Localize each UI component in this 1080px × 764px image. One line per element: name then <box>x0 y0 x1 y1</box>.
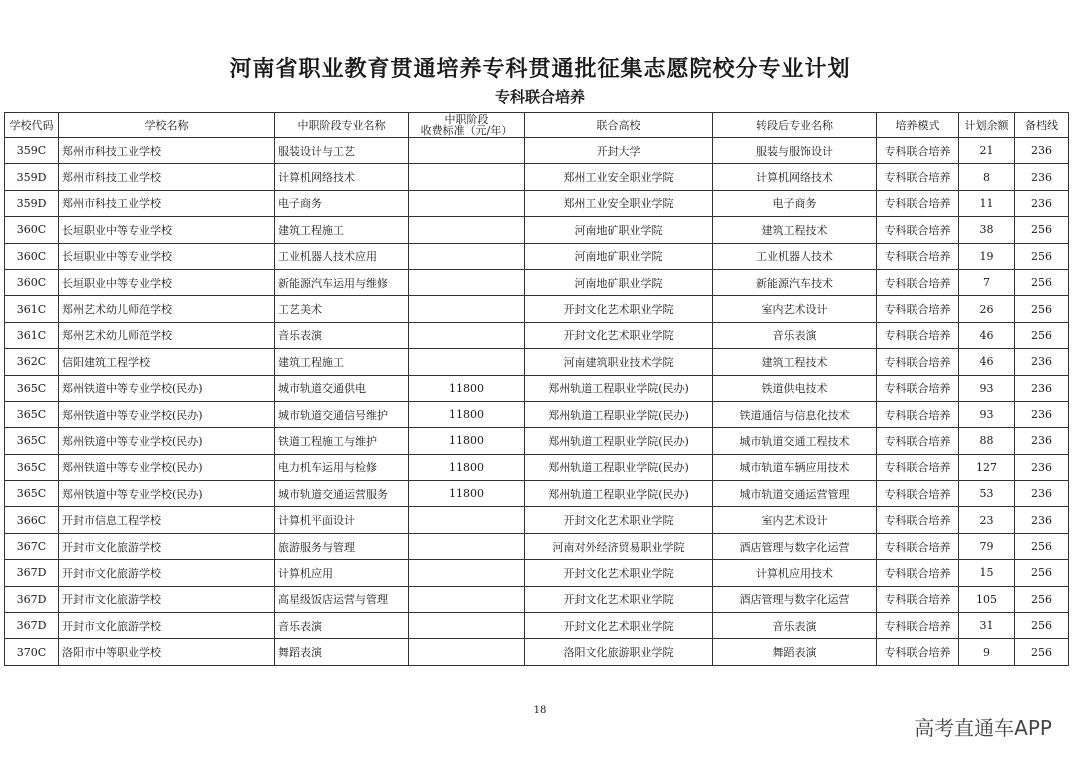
document-title: 河南省职业教育贯通培养专科贯通批征集志愿院校分专业计划 <box>229 57 851 82</box>
header-mode: 培养模式 <box>877 113 959 138</box>
new-major-cell: 酒店管理与数字化运营 <box>713 533 877 559</box>
new-major-cell: 计算机网络技术 <box>713 164 877 190</box>
fee-cell <box>409 533 525 559</box>
major-cell: 建筑工程施工 <box>275 217 409 243</box>
major-cell: 城市轨道交通运营服务 <box>275 481 409 507</box>
remaining-cell: 53 <box>959 481 1015 507</box>
table-row <box>5 375 1069 401</box>
mode-cell: 专科联合培养 <box>877 454 959 480</box>
major-cell: 高星级饭店运营与管理 <box>275 586 409 612</box>
new-major-cell: 室内艺术设计 <box>713 296 877 322</box>
college-cell: 开封文化艺术职业学院 <box>525 560 713 586</box>
line-cell: 236 <box>1015 481 1069 507</box>
major-cell: 计算机应用 <box>275 560 409 586</box>
table-row <box>5 296 1069 322</box>
mode-cell: 专科联合培养 <box>877 375 959 401</box>
new-major-cell: 铁道供电技术 <box>713 375 877 401</box>
school-code-cell: 360C <box>5 243 59 269</box>
college-cell: 洛阳文化旅游职业学院 <box>525 639 713 665</box>
new-major-cell: 电子商务 <box>713 190 877 216</box>
major-cell: 计算机网络技术 <box>275 164 409 190</box>
remaining-cell: 38 <box>959 217 1015 243</box>
table-row <box>5 586 1069 612</box>
header-remaining: 计划余额 <box>959 113 1015 138</box>
remaining-cell: 127 <box>959 454 1015 480</box>
new-major-cell: 新能源汽车技术 <box>713 269 877 295</box>
mode-cell: 专科联合培养 <box>877 296 959 322</box>
remaining-cell: 7 <box>959 269 1015 295</box>
major-cell: 电力机车运用与检修 <box>275 454 409 480</box>
line-cell: 236 <box>1015 507 1069 533</box>
fee-cell: 11800 <box>409 401 525 427</box>
table-row <box>5 428 1069 454</box>
school-code-cell: 359D <box>5 190 59 216</box>
school-name-cell: 郑州铁道中等专业学校(民办) <box>59 375 275 401</box>
table-row <box>5 401 1069 427</box>
college-cell: 河南地矿职业学院 <box>525 217 713 243</box>
school-name-cell: 郑州铁道中等专业学校(民办) <box>59 428 275 454</box>
new-major-cell: 工业机器人技术 <box>713 243 877 269</box>
table-row <box>5 507 1069 533</box>
header-school-name: 学校名称 <box>59 113 275 138</box>
table-row <box>5 164 1069 190</box>
fee-cell <box>409 349 525 375</box>
remaining-cell: 93 <box>959 401 1015 427</box>
new-major-cell: 建筑工程技术 <box>713 349 877 375</box>
school-code-cell: 361C <box>5 322 59 348</box>
new-major-cell: 音乐表演 <box>713 322 877 348</box>
new-major-cell: 舞蹈表演 <box>713 639 877 665</box>
college-cell: 开封文化艺术职业学院 <box>525 507 713 533</box>
line-cell: 236 <box>1015 138 1069 164</box>
school-code-cell: 367C <box>5 533 59 559</box>
new-major-cell: 铁道通信与信息化技术 <box>713 401 877 427</box>
school-name-cell: 开封市文化旅游学校 <box>59 533 275 559</box>
line-cell: 256 <box>1015 560 1069 586</box>
school-code-cell: 362C <box>5 349 59 375</box>
school-code-cell: 367D <box>5 613 59 639</box>
mode-cell: 专科联合培养 <box>877 349 959 375</box>
school-name-cell: 长垣职业中等专业学校 <box>59 243 275 269</box>
header-fee <box>409 113 525 138</box>
mode-cell: 专科联合培养 <box>877 481 959 507</box>
table-body <box>5 138 1069 666</box>
college-cell: 开封文化艺术职业学院 <box>525 586 713 612</box>
school-name-cell: 开封市文化旅游学校 <box>59 613 275 639</box>
remaining-cell: 21 <box>959 138 1015 164</box>
remaining-cell: 26 <box>959 296 1015 322</box>
fee-cell <box>409 269 525 295</box>
school-name-cell: 郑州市科技工业学校 <box>59 138 275 164</box>
school-code-cell: 367D <box>5 560 59 586</box>
major-cell: 旅游服务与管理 <box>275 533 409 559</box>
major-cell: 工业机器人技术应用 <box>275 243 409 269</box>
major-cell: 建筑工程施工 <box>275 349 409 375</box>
remaining-cell: 9 <box>959 639 1015 665</box>
fee-cell <box>409 586 525 612</box>
major-cell: 新能源汽车运用与维修 <box>275 269 409 295</box>
fee-cell <box>409 507 525 533</box>
mode-cell: 专科联合培养 <box>877 269 959 295</box>
new-major-cell: 酒店管理与数字化运营 <box>713 586 877 612</box>
school-code-cell: 360C <box>5 217 59 243</box>
school-name-cell: 郑州艺术幼儿师范学校 <box>59 322 275 348</box>
document-subtitle: 专科联合培养 <box>494 88 585 106</box>
school-code-cell: 365C <box>5 428 59 454</box>
table-row <box>5 639 1069 665</box>
remaining-cell: 46 <box>959 322 1015 348</box>
header-fee-line1: 中职阶段 <box>444 113 489 126</box>
school-code-cell: 365C <box>5 375 59 401</box>
school-name-cell: 信阳建筑工程学校 <box>59 349 275 375</box>
college-cell: 郑州轨道工程职业学院(民办) <box>525 481 713 507</box>
fee-cell <box>409 190 525 216</box>
school-name-cell: 郑州铁道中等专业学校(民办) <box>59 481 275 507</box>
fee-cell <box>409 164 525 190</box>
page-number: 18 <box>533 705 547 716</box>
line-cell: 236 <box>1015 349 1069 375</box>
line-cell: 256 <box>1015 217 1069 243</box>
table-row <box>5 243 1069 269</box>
line-cell: 256 <box>1015 639 1069 665</box>
college-cell: 河南地矿职业学院 <box>525 269 713 295</box>
fee-cell: 11800 <box>409 428 525 454</box>
school-code-cell: 359C <box>5 138 59 164</box>
table-row <box>5 190 1069 216</box>
fee-cell: 11800 <box>409 375 525 401</box>
table-row <box>5 322 1069 348</box>
new-major-cell: 城市轨道车辆应用技术 <box>713 454 877 480</box>
mode-cell: 专科联合培养 <box>877 164 959 190</box>
plan-table <box>4 112 1069 666</box>
school-name-cell: 长垣职业中等专业学校 <box>59 269 275 295</box>
line-cell: 256 <box>1015 533 1069 559</box>
line-cell: 236 <box>1015 190 1069 216</box>
table-row <box>5 454 1069 480</box>
new-major-cell: 建筑工程技术 <box>713 217 877 243</box>
remaining-cell: 19 <box>959 243 1015 269</box>
header-fee-line2: 收费标准（元/年） <box>420 124 513 137</box>
school-name-cell: 郑州铁道中等专业学校(民办) <box>59 454 275 480</box>
college-cell: 河南建筑职业技术学院 <box>525 349 713 375</box>
school-name-cell: 郑州铁道中等专业学校(民办) <box>59 401 275 427</box>
school-name-cell: 开封市文化旅游学校 <box>59 560 275 586</box>
school-name-cell: 郑州市科技工业学校 <box>59 190 275 216</box>
college-cell: 郑州轨道工程职业学院(民办) <box>525 375 713 401</box>
remaining-cell: 105 <box>959 586 1015 612</box>
major-cell: 音乐表演 <box>275 322 409 348</box>
mode-cell: 专科联合培养 <box>877 560 959 586</box>
header-new-major: 转段后专业名称 <box>713 113 877 138</box>
college-cell: 河南对外经济贸易职业学院 <box>525 533 713 559</box>
fee-cell: 11800 <box>409 454 525 480</box>
mode-cell: 专科联合培养 <box>877 428 959 454</box>
school-code-cell: 365C <box>5 401 59 427</box>
fee-cell: 11800 <box>409 481 525 507</box>
school-name-cell: 开封市文化旅游学校 <box>59 586 275 612</box>
major-cell: 舞蹈表演 <box>275 639 409 665</box>
school-name-cell: 郑州艺术幼儿师范学校 <box>59 296 275 322</box>
fee-cell <box>409 613 525 639</box>
remaining-cell: 8 <box>959 164 1015 190</box>
college-cell: 郑州轨道工程职业学院(民办) <box>525 454 713 480</box>
line-cell: 236 <box>1015 164 1069 190</box>
school-code-cell: 366C <box>5 507 59 533</box>
college-cell: 郑州工业安全职业学院 <box>525 164 713 190</box>
fee-cell <box>409 639 525 665</box>
mode-cell: 专科联合培养 <box>877 322 959 348</box>
table-header <box>5 113 1069 138</box>
school-code-cell: 370C <box>5 639 59 665</box>
table-row <box>5 217 1069 243</box>
fee-cell <box>409 243 525 269</box>
table-row <box>5 533 1069 559</box>
line-cell: 236 <box>1015 454 1069 480</box>
remaining-cell: 11 <box>959 190 1015 216</box>
mode-cell: 专科联合培养 <box>877 243 959 269</box>
school-code-cell: 365C <box>5 481 59 507</box>
line-cell: 256 <box>1015 613 1069 639</box>
fee-cell <box>409 296 525 322</box>
major-cell: 电子商务 <box>275 190 409 216</box>
major-cell: 音乐表演 <box>275 613 409 639</box>
remaining-cell: 88 <box>959 428 1015 454</box>
school-name-cell: 开封市信息工程学校 <box>59 507 275 533</box>
fee-cell <box>409 217 525 243</box>
line-cell: 256 <box>1015 269 1069 295</box>
mode-cell: 专科联合培养 <box>877 613 959 639</box>
school-name-cell: 长垣职业中等专业学校 <box>59 217 275 243</box>
school-code-cell: 365C <box>5 454 59 480</box>
table-row <box>5 138 1069 164</box>
mode-cell: 专科联合培养 <box>877 586 959 612</box>
mode-cell: 专科联合培养 <box>877 138 959 164</box>
major-cell: 铁道工程施工与维护 <box>275 428 409 454</box>
fee-cell <box>409 560 525 586</box>
table-row <box>5 349 1069 375</box>
college-cell: 开封文化艺术职业学院 <box>525 296 713 322</box>
mode-cell: 专科联合培养 <box>877 507 959 533</box>
major-cell: 城市轨道交通信号维护 <box>275 401 409 427</box>
line-cell: 256 <box>1015 296 1069 322</box>
watermark: 高考直通车APP <box>914 716 1052 740</box>
new-major-cell: 城市轨道交通运营管理 <box>713 481 877 507</box>
header-line: 备档线 <box>1015 113 1069 138</box>
header-major: 中职阶段专业名称 <box>275 113 409 138</box>
header-college: 联合高校 <box>525 113 713 138</box>
college-cell: 郑州轨道工程职业学院(民办) <box>525 401 713 427</box>
new-major-cell: 城市轨道交通工程技术 <box>713 428 877 454</box>
line-cell: 256 <box>1015 243 1069 269</box>
new-major-cell: 计算机应用技术 <box>713 560 877 586</box>
college-cell: 郑州工业安全职业学院 <box>525 190 713 216</box>
school-code-cell: 359D <box>5 164 59 190</box>
line-cell: 236 <box>1015 428 1069 454</box>
new-major-cell: 音乐表演 <box>713 613 877 639</box>
remaining-cell: 79 <box>959 533 1015 559</box>
new-major-cell: 室内艺术设计 <box>713 507 877 533</box>
remaining-cell: 46 <box>959 349 1015 375</box>
college-cell: 开封文化艺术职业学院 <box>525 322 713 348</box>
major-cell: 服装设计与工艺 <box>275 138 409 164</box>
table-row <box>5 481 1069 507</box>
school-name-cell: 洛阳市中等职业学校 <box>59 639 275 665</box>
mode-cell: 专科联合培养 <box>877 639 959 665</box>
school-code-cell: 367D <box>5 586 59 612</box>
college-cell: 河南地矿职业学院 <box>525 243 713 269</box>
remaining-cell: 23 <box>959 507 1015 533</box>
school-name-cell: 郑州市科技工业学校 <box>59 164 275 190</box>
header-school-code: 学校代码 <box>5 113 59 138</box>
mode-cell: 专科联合培养 <box>877 401 959 427</box>
table-row <box>5 613 1069 639</box>
line-cell: 256 <box>1015 586 1069 612</box>
remaining-cell: 15 <box>959 560 1015 586</box>
fee-cell <box>409 322 525 348</box>
major-cell: 城市轨道交通供电 <box>275 375 409 401</box>
table-row <box>5 560 1069 586</box>
school-code-cell: 361C <box>5 296 59 322</box>
college-cell: 郑州轨道工程职业学院(民办) <box>525 428 713 454</box>
mode-cell: 专科联合培养 <box>877 190 959 216</box>
college-cell: 开封文化艺术职业学院 <box>525 613 713 639</box>
major-cell: 工艺美术 <box>275 296 409 322</box>
school-code-cell: 360C <box>5 269 59 295</box>
fee-cell <box>409 138 525 164</box>
remaining-cell: 31 <box>959 613 1015 639</box>
remaining-cell: 93 <box>959 375 1015 401</box>
new-major-cell: 服装与服饰设计 <box>713 138 877 164</box>
mode-cell: 专科联合培养 <box>877 533 959 559</box>
major-cell: 计算机平面设计 <box>275 507 409 533</box>
table-row <box>5 269 1069 295</box>
line-cell: 256 <box>1015 322 1069 348</box>
line-cell: 236 <box>1015 375 1069 401</box>
college-cell: 开封大学 <box>525 138 713 164</box>
line-cell: 236 <box>1015 401 1069 427</box>
mode-cell: 专科联合培养 <box>877 217 959 243</box>
